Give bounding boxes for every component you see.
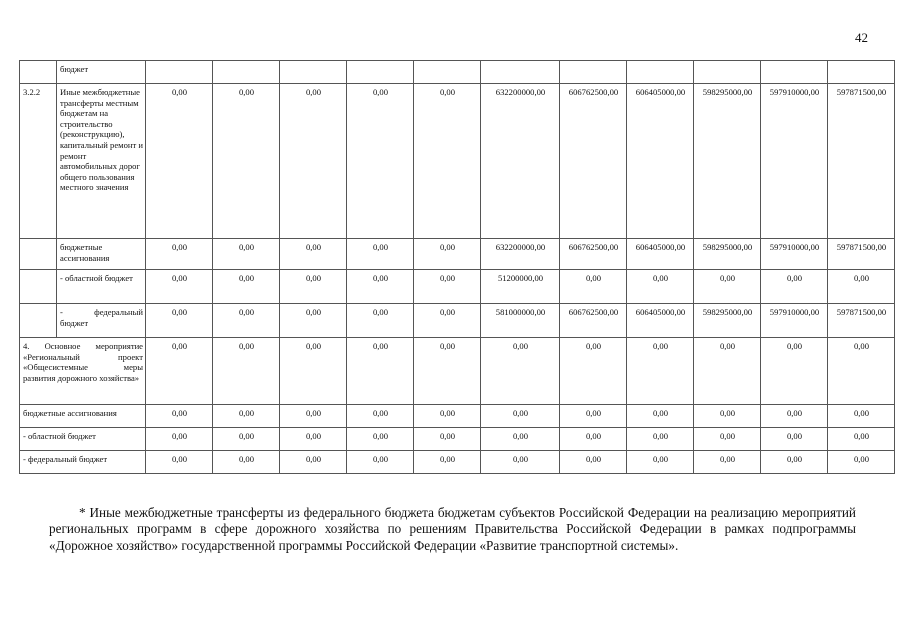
value-cell: 0,00: [481, 451, 560, 474]
value-cell: 0,00: [347, 304, 414, 338]
row-label-cell: - федеральный бюджет: [57, 304, 146, 338]
table-row: [20, 61, 895, 84]
value-cell: 0,00: [560, 405, 627, 428]
value-cell: 0,00: [146, 405, 213, 428]
value-cell: 0,00: [146, 428, 213, 451]
value-cell: 0,00: [481, 338, 560, 405]
value-cell: 0,00: [414, 239, 481, 270]
table-row: [20, 270, 895, 304]
value-cell: 0,00: [347, 405, 414, 428]
value-cell: 0,00: [280, 304, 347, 338]
value-cell: 0,00: [414, 428, 481, 451]
value-cell: [280, 61, 347, 84]
value-cell: 0,00: [146, 270, 213, 304]
table-row: [20, 304, 895, 338]
value-cell: 0,00: [414, 405, 481, 428]
value-cell: 0,00: [761, 428, 828, 451]
value-cell: 597871500,00: [828, 304, 895, 338]
value-cell: 0,00: [761, 451, 828, 474]
row-code-cell: 3.2.2: [20, 84, 57, 239]
table-row: [20, 84, 895, 239]
value-cell: [213, 61, 280, 84]
value-cell: [627, 61, 694, 84]
value-cell: 0,00: [213, 451, 280, 474]
value-cell: 0,00: [280, 239, 347, 270]
value-cell: 606405000,00: [627, 239, 694, 270]
value-cell: 0,00: [828, 405, 895, 428]
value-cell: 0,00: [560, 338, 627, 405]
value-cell: 0,00: [761, 270, 828, 304]
value-cell: 0,00: [560, 270, 627, 304]
value-cell: 0,00: [828, 270, 895, 304]
value-cell: 0,00: [560, 451, 627, 474]
value-cell: 0,00: [146, 451, 213, 474]
value-cell: 0,00: [761, 338, 828, 405]
value-cell: 0,00: [627, 451, 694, 474]
row-label-cell: - федеральный бюджет: [20, 451, 146, 474]
value-cell: 0,00: [280, 84, 347, 239]
value-cell: 606762500,00: [560, 239, 627, 270]
value-cell: 0,00: [280, 270, 347, 304]
row-code-cell: [20, 61, 57, 84]
value-cell: 51200000,00: [481, 270, 560, 304]
value-cell: 0,00: [694, 270, 761, 304]
footnote: * Иные межбюджетные трансферты из федерального бюджета бюджетам субъектов Российской Федерации на реализацию мероприятий региональных программ в сфере дорожного хозяйства по решениям Правительства Российской Федерации в рамках подпрограммы «Дорожное хозяйство» государственной программы Российской Федерации «Развитие транспортной системы».: [49, 505, 856, 553]
value-cell: [347, 61, 414, 84]
value-cell: [146, 61, 213, 84]
value-cell: 0,00: [347, 451, 414, 474]
value-cell: 632200000,00: [481, 84, 560, 239]
table-row: [20, 405, 895, 428]
value-cell: 0,00: [414, 84, 481, 239]
value-cell: 0,00: [146, 239, 213, 270]
row-label-cell: бюджетные ассигнования: [20, 405, 146, 428]
value-cell: 0,00: [347, 338, 414, 405]
row-label-cell: - областной бюджет: [20, 428, 146, 451]
value-cell: 632200000,00: [481, 239, 560, 270]
value-cell: 606405000,00: [627, 84, 694, 239]
value-cell: 0,00: [146, 338, 213, 405]
value-cell: 606762500,00: [560, 84, 627, 239]
value-cell: 598295000,00: [694, 239, 761, 270]
value-cell: 0,00: [761, 405, 828, 428]
value-cell: 0,00: [694, 451, 761, 474]
value-cell: 0,00: [280, 338, 347, 405]
value-cell: 597871500,00: [828, 84, 895, 239]
value-cell: 0,00: [347, 428, 414, 451]
value-cell: 0,00: [627, 405, 694, 428]
value-cell: 0,00: [414, 270, 481, 304]
budget-table: [19, 60, 895, 474]
table-row: [20, 338, 895, 405]
value-cell: [761, 61, 828, 84]
value-cell: 0,00: [627, 338, 694, 405]
table-row: [20, 239, 895, 270]
value-cell: 0,00: [694, 405, 761, 428]
table-row: [20, 428, 895, 451]
value-cell: 0,00: [213, 428, 280, 451]
table-row: [20, 451, 895, 474]
value-cell: 581000000,00: [481, 304, 560, 338]
value-cell: 598295000,00: [694, 84, 761, 239]
value-cell: 0,00: [347, 84, 414, 239]
value-cell: 0,00: [213, 405, 280, 428]
value-cell: 598295000,00: [694, 304, 761, 338]
page-number: 42: [855, 30, 868, 45]
value-cell: 0,00: [481, 405, 560, 428]
value-cell: 0,00: [213, 304, 280, 338]
value-cell: 597910000,00: [761, 84, 828, 239]
row-code-cell: [20, 304, 57, 338]
value-cell: 0,00: [347, 239, 414, 270]
value-cell: [694, 61, 761, 84]
value-cell: 0,00: [560, 428, 627, 451]
value-cell: [414, 61, 481, 84]
value-cell: 0,00: [481, 428, 560, 451]
value-cell: 0,00: [694, 338, 761, 405]
value-cell: 606405000,00: [627, 304, 694, 338]
value-cell: 0,00: [828, 451, 895, 474]
value-cell: 0,00: [280, 428, 347, 451]
value-cell: 0,00: [828, 428, 895, 451]
value-cell: 0,00: [828, 338, 895, 405]
value-cell: 0,00: [627, 270, 694, 304]
row-label-cell: 4. Основное мероприятие «Региональный проект «Общесистемные меры развития дорожного хозяйства»: [20, 338, 146, 405]
row-label-cell: бюджет: [57, 61, 146, 84]
value-cell: [828, 61, 895, 84]
value-cell: 0,00: [694, 428, 761, 451]
value-cell: 0,00: [213, 84, 280, 239]
value-cell: 0,00: [627, 428, 694, 451]
value-cell: 597871500,00: [828, 239, 895, 270]
value-cell: 0,00: [146, 84, 213, 239]
value-cell: 0,00: [280, 451, 347, 474]
value-cell: [560, 61, 627, 84]
value-cell: [481, 61, 560, 84]
row-label-cell: - областной бюджет: [57, 270, 146, 304]
value-cell: 606762500,00: [560, 304, 627, 338]
value-cell: 0,00: [414, 304, 481, 338]
row-label-cell: Иные межбюджетные трансферты местным бюджетам на строительство (реконструкцию), капитальный ремонт и ремонт автомобильных дорог общего пользования местного значения: [57, 84, 146, 239]
row-code-cell: [20, 270, 57, 304]
value-cell: 597910000,00: [761, 304, 828, 338]
value-cell: 0,00: [280, 405, 347, 428]
value-cell: 0,00: [213, 239, 280, 270]
value-cell: 0,00: [414, 451, 481, 474]
value-cell: 597910000,00: [761, 239, 828, 270]
value-cell: 0,00: [347, 270, 414, 304]
value-cell: 0,00: [146, 304, 213, 338]
row-label-cell: бюджетные ассигнования: [57, 239, 146, 270]
value-cell: 0,00: [414, 338, 481, 405]
value-cell: 0,00: [213, 270, 280, 304]
row-code-cell: [20, 239, 57, 270]
value-cell: 0,00: [213, 338, 280, 405]
